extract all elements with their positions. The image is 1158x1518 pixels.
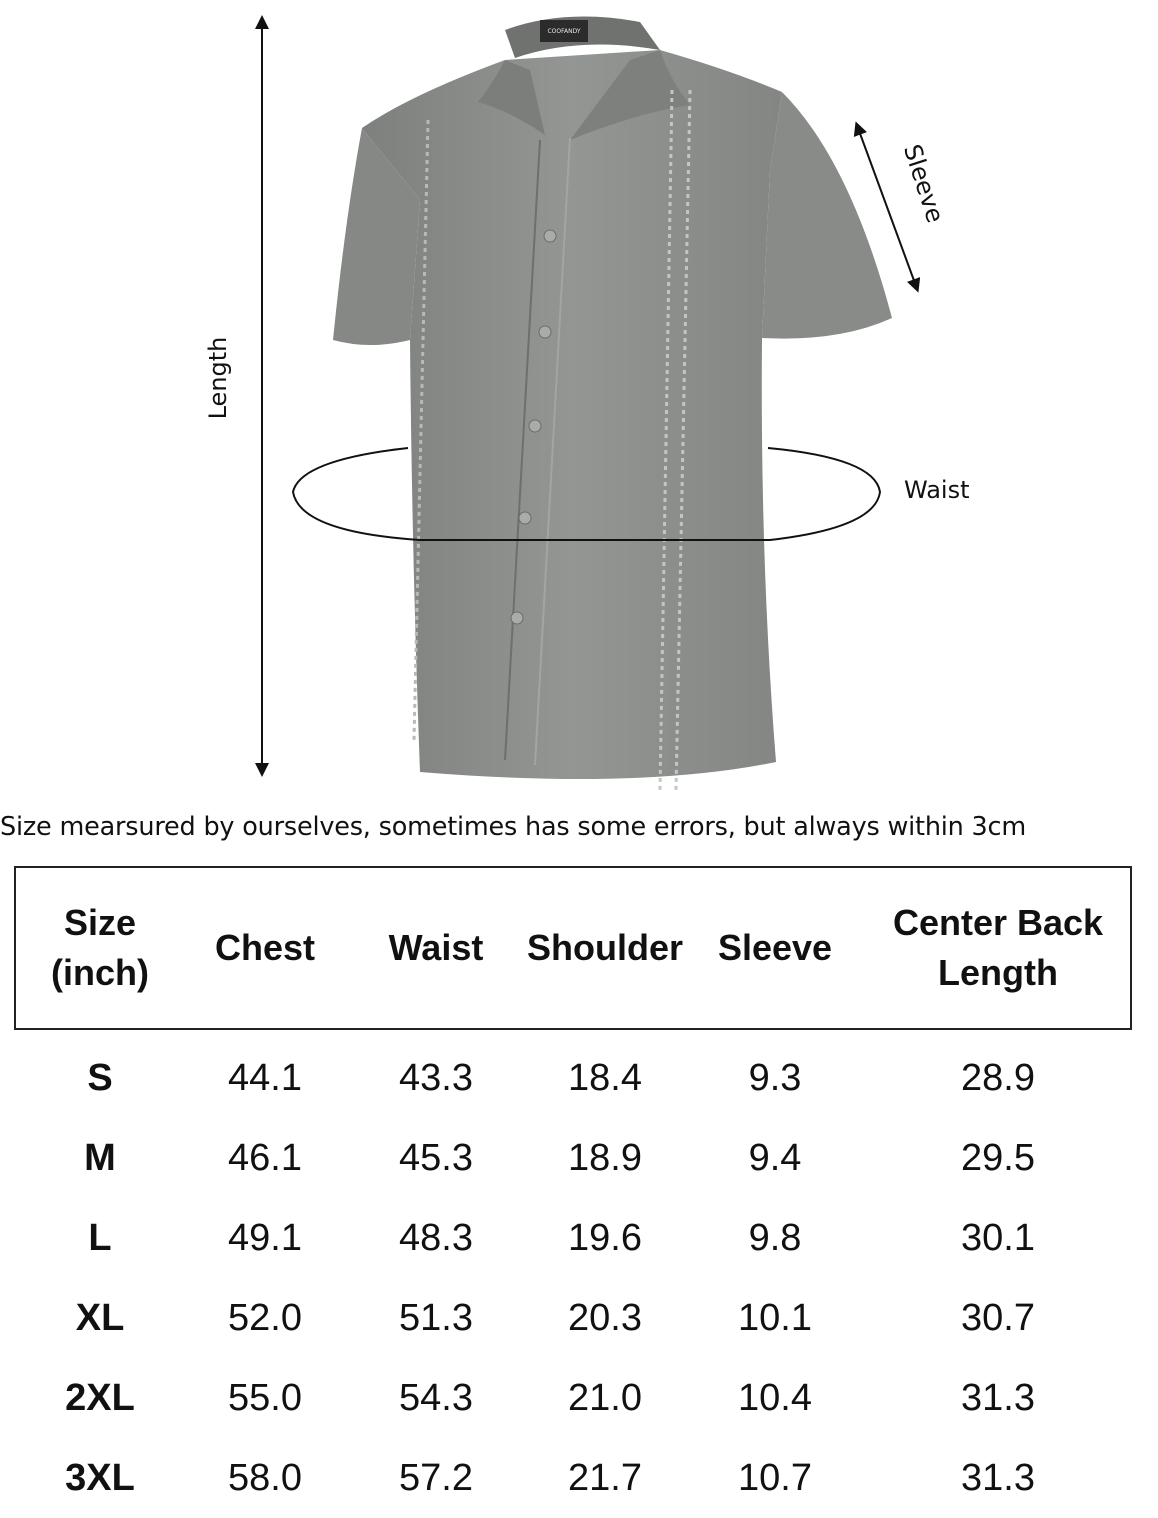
cell-shoulder: 18.9 bbox=[568, 1136, 642, 1179]
cell-chest: 58.0 bbox=[228, 1456, 302, 1499]
cell-shoulder: 19.6 bbox=[568, 1216, 642, 1259]
cell-shoulder: 18.4 bbox=[568, 1056, 642, 1099]
cell-sleeve: 10.4 bbox=[738, 1376, 812, 1419]
header-sleeve: Sleeve bbox=[717, 927, 833, 968]
cell-size: XL bbox=[75, 1296, 125, 1339]
header-waist: Waist bbox=[388, 927, 484, 968]
cell-size: 3XL bbox=[65, 1456, 135, 1499]
brand-tag-label: COOFANDY bbox=[547, 28, 581, 35]
cell-sleeve: 10.7 bbox=[738, 1456, 812, 1499]
cell-chest: 55.0 bbox=[228, 1376, 302, 1419]
cell-center-back-length: 30.7 bbox=[961, 1296, 1035, 1339]
cell-chest: 46.1 bbox=[228, 1136, 302, 1179]
waist-label: Waist bbox=[904, 476, 970, 504]
cell-center-back-length: 31.3 bbox=[961, 1456, 1035, 1499]
header-shoulder: Shoulder bbox=[526, 927, 683, 968]
cell-shoulder: 21.7 bbox=[568, 1456, 642, 1499]
cell-shoulder: 20.3 bbox=[568, 1296, 642, 1339]
cell-waist: 45.3 bbox=[399, 1136, 473, 1179]
cell-center-back-length: 31.3 bbox=[961, 1376, 1035, 1419]
cell-center-back-length: 29.5 bbox=[961, 1136, 1035, 1179]
table-row bbox=[0, 1118, 1158, 1198]
cell-waist: 54.3 bbox=[399, 1376, 473, 1419]
cell-waist: 48.3 bbox=[399, 1216, 473, 1259]
cell-waist: 51.3 bbox=[399, 1296, 473, 1339]
cell-shoulder: 21.0 bbox=[568, 1376, 642, 1419]
cell-waist: 57.2 bbox=[399, 1456, 473, 1499]
cell-waist: 43.3 bbox=[399, 1056, 473, 1099]
cell-sleeve: 9.4 bbox=[748, 1136, 802, 1179]
measurement-note: Size mearsured by ourselves, sometimes has some errors, but always within 3cm bbox=[0, 812, 1027, 842]
cell-center-back-length: 28.9 bbox=[961, 1056, 1035, 1099]
header-center-back-length: Center Back Length bbox=[892, 902, 1104, 993]
sleeve-label: Sleeve bbox=[897, 140, 950, 227]
cell-center-back-length: 30.1 bbox=[961, 1216, 1035, 1259]
cell-chest: 44.1 bbox=[228, 1056, 302, 1099]
table-row bbox=[0, 1038, 1158, 1118]
table-row bbox=[0, 1278, 1158, 1358]
table-row bbox=[0, 1198, 1158, 1278]
cell-size: M bbox=[84, 1136, 116, 1179]
cell-sleeve: 10.1 bbox=[738, 1296, 812, 1339]
table-row bbox=[0, 1438, 1158, 1500]
header-chest: Chest bbox=[214, 927, 316, 968]
header-size: Size (inch) bbox=[51, 902, 149, 993]
cell-sleeve: 9.8 bbox=[748, 1216, 802, 1259]
shirt-image bbox=[333, 17, 892, 790]
cell-chest: 49.1 bbox=[228, 1216, 302, 1259]
cell-size: S bbox=[87, 1056, 113, 1099]
cell-sleeve: 9.3 bbox=[748, 1056, 802, 1099]
length-label: Length bbox=[204, 336, 232, 420]
table-row bbox=[0, 1358, 1158, 1438]
cell-chest: 52.0 bbox=[228, 1296, 302, 1339]
cell-size: 2XL bbox=[65, 1376, 135, 1419]
cell-size: L bbox=[88, 1216, 112, 1259]
